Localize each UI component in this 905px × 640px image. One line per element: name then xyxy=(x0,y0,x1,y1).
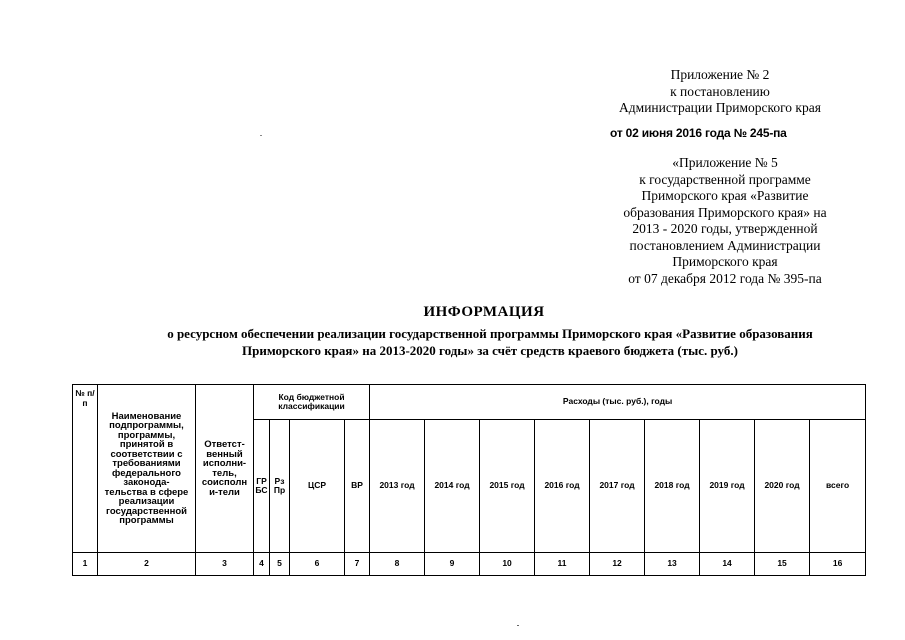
header-executor-line: Ответст- xyxy=(204,439,245,450)
scan-speck xyxy=(260,135,262,136)
document-title: ИНФОРМАЦИЯ xyxy=(423,304,545,320)
header-year-2015: 2015 год xyxy=(480,420,535,553)
header-name-line: подпрограммы, xyxy=(109,420,184,431)
header-name-line: принятой в xyxy=(119,439,174,450)
header-name-line: реализации xyxy=(118,496,175,507)
appendix-line: Приложение № 2 xyxy=(670,67,770,82)
header-budget-code: Код бюджетной классификации xyxy=(254,385,370,420)
header-grbs: ГР БС xyxy=(254,420,270,553)
header-year-2016: 2016 год xyxy=(535,420,590,553)
header-vr: ВР xyxy=(345,420,370,553)
header-year-2018: 2018 год xyxy=(645,420,700,553)
header-year-2019: 2019 год xyxy=(700,420,755,553)
appendix-block xyxy=(590,67,850,117)
header-executor-line: и-тели xyxy=(209,486,240,498)
column-number: 14 xyxy=(700,553,755,576)
column-number: 1 xyxy=(73,553,98,576)
column-number: 10 xyxy=(480,553,535,576)
header-name-line: Наименование xyxy=(111,410,182,422)
subtitle-line: Приморского края» на 2013-2020 годы» за счёт средств краевого бюджета (тыс. руб.) xyxy=(242,342,738,358)
appendix-line: к постановлению xyxy=(670,83,770,99)
column-number: 16 xyxy=(810,553,866,576)
program-ref-line: Приморского края xyxy=(672,254,778,269)
header-name-line: программы, xyxy=(117,429,176,441)
document-subtitle xyxy=(60,326,905,359)
column-number: 3 xyxy=(196,553,254,576)
program-ref-line: образования Приморского края» на xyxy=(623,204,827,220)
scan-speck xyxy=(517,625,519,626)
header-year-2017: 2017 год xyxy=(590,420,645,553)
header-csr: ЦСР xyxy=(290,420,345,553)
resource-table xyxy=(72,384,866,576)
column-number: 4 xyxy=(254,553,270,576)
column-number: 12 xyxy=(590,553,645,576)
header-name-line: требованиями xyxy=(112,458,181,469)
column-number-row xyxy=(73,553,866,576)
header-name-line: тельства в сфере xyxy=(104,486,189,498)
program-ref-line: 2013 - 2020 годы, утвержденной xyxy=(632,221,818,236)
program-ref-line: от 07 декабря 2012 года № 395-па xyxy=(628,270,822,286)
header-expenses: Расходы (тыс. руб.), годы xyxy=(370,385,866,420)
program-reference-block xyxy=(590,155,860,287)
subtitle-line: о ресурсном обеспечении реализации государственной программы Приморского края «Развитие образования xyxy=(167,326,813,341)
column-number: 6 xyxy=(290,553,345,576)
header-name xyxy=(98,385,196,553)
header-name-line: программы xyxy=(119,515,174,526)
program-ref-line: Приморского края «Развитие xyxy=(641,188,809,203)
column-number: 7 xyxy=(345,553,370,576)
column-number: 8 xyxy=(370,553,425,576)
header-year-2013: 2013 год xyxy=(370,420,425,553)
header-executor-line: тель, xyxy=(212,467,237,479)
program-ref-line: к государственной программе xyxy=(639,171,811,187)
column-number: 9 xyxy=(425,553,480,576)
header-name-line: соответствии с xyxy=(110,448,183,460)
header-year-2014: 2014 год xyxy=(425,420,480,553)
column-number: 13 xyxy=(645,553,700,576)
header-name-line: государственной xyxy=(105,505,187,517)
column-number: 11 xyxy=(535,553,590,576)
program-ref-line: «Приложение № 5 xyxy=(672,155,778,170)
header-name-line: федерального xyxy=(112,467,181,479)
header-executor xyxy=(196,385,254,553)
header-total: всего xyxy=(810,420,866,553)
header-year-2020: 2020 год xyxy=(755,420,810,553)
header-num: № п/п xyxy=(73,385,98,553)
header-rzpr: Рз Пр xyxy=(270,420,290,553)
header-executor-line: соисполн xyxy=(201,477,248,488)
decree-stamp: от 02 июня 2016 года № 245-па xyxy=(610,126,787,140)
appendix-line: Администрации Приморского края xyxy=(619,100,821,115)
header-executor-line: исполни- xyxy=(202,458,247,469)
column-number: 15 xyxy=(755,553,810,576)
header-executor-line: венный xyxy=(206,448,243,460)
column-number: 5 xyxy=(270,553,290,576)
header-name-line: законода- xyxy=(123,477,170,488)
column-number: 2 xyxy=(98,553,196,576)
program-ref-line: постановлением Администрации xyxy=(629,237,821,253)
